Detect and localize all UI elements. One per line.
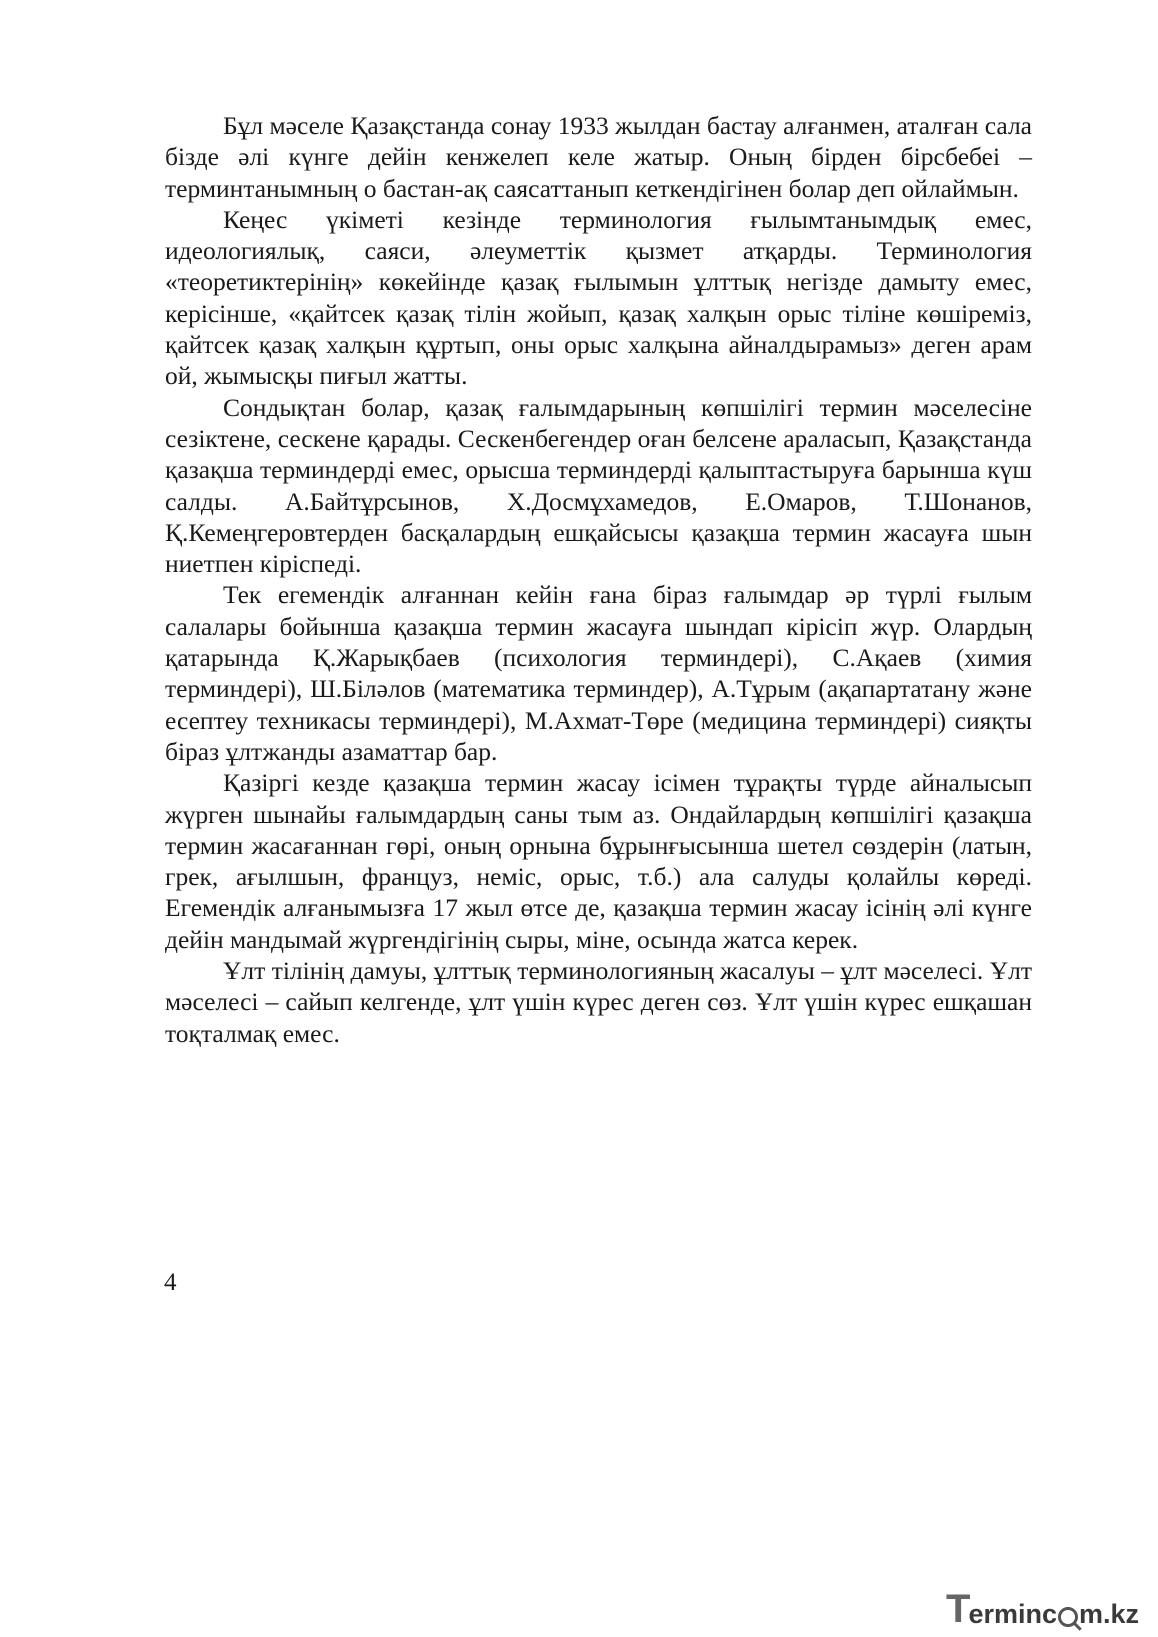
watermark-letter-t: T — [946, 1587, 969, 1631]
termincom-watermark-logo — [946, 1585, 1139, 1629]
magnifier-icon — [1058, 1607, 1078, 1627]
paragraph: Ұлт тілінің дамуы, ұлттық терминологияның жасалуы – ұлт мәселесі. Ұлт мәселесі – сайып келгенде, ұлт үшін күрес деген сөз. Ұлт үшін күрес ешқашан тоқталмақ емес. — [165, 956, 1032, 1048]
paragraph: Қазіргі кезде қазақша термин жасау ісімен тұрақты түрде айналысып жүрген шынайы ғалымдардың саны тым аз. Ондайлардың көпшілігі қазақша термин жасағаннан гөрі, оның орнына бұрынғысынша шетел сөздерін (латын, грек, ағылшын, француз, неміс, орыс, т.б.) ала салуды қолайлы көреді. Егемендік алғанымызға 17 жыл өтсе де, қазақша термин жасау ісінің әлі күнге дейін мандымай жүргендігінің сыры, міне, осында жатса керек. — [165, 768, 1032, 954]
paragraph: Кеңес үкіметі кезінде терминология ғылымтанымдық емес, идеологиялық, саяси, әлеуметтік қызмет атқарды. Терминология «теоретиктерінің» көкейінде қазақ ғылымын ұлттық негізде дамыту емес, керісінше, «қайтсек қазақ тілін жойып, қазақ халқын орыс тіліне көшіреміз, қайтсек қазақ халқын құртып, оны орыс халқына айналдырамыз» деген арам ой, жымысқы пиғыл жатты. — [165, 204, 1032, 391]
page-number: 4 — [164, 1269, 177, 1296]
watermark-text-start: erminc — [968, 1599, 1057, 1629]
paragraph: Бұл мәселе Қазақстанда сонау 1933 жылдан бастау алғанмен, аталған сала бізде әлі күнге дейін кенжелеп келе жатыр. Оның бірден бірсбебеі – терминтанымның о бастан-ақ саясаттанып кеткендігінен болар деп ойлаймын. — [165, 111, 1033, 203]
paragraph: Сондықтан болар, қазақ ғалымдарының көпшілігі термин мәселесіне сезіктене, сескене қарады. Сескенбегендер оған белсене араласып, Қазақстанда қазақша терминдерді емес, орысша терминдерді қалыптастыруға барынша күш салды. А.Байтұрсынов, Х.Досмұхамедов, Е.Омаров, Т.Шонанов, Қ.Кемеңгеровтерден басқалардың ешқайсысы қазақша термин жасауға шын ниетпен кіріспеді. — [165, 392, 1032, 579]
watermark-text-end: m.kz — [1078, 1599, 1140, 1629]
body-text — [165, 110, 1032, 1049]
paragraph: Тек егемендік алғаннан кейін ғана біраз ғалымдар әр түрлі ғылым салалары бойынша қазақша термин жасауға шындап кірісіп жүр. Олардың қатарында Қ.Жарықбаев (психология терминдері), С.Ақаев (химия терминдері), Ш.Біләлов (математика терминдер), А.Тұрым (ақапартатану және есептеу техникасы терминдері), М.Ахмат-Төре (медицина терминдері) сияқты біраз ұлтжанды азаматтар бар. — [165, 580, 1032, 766]
